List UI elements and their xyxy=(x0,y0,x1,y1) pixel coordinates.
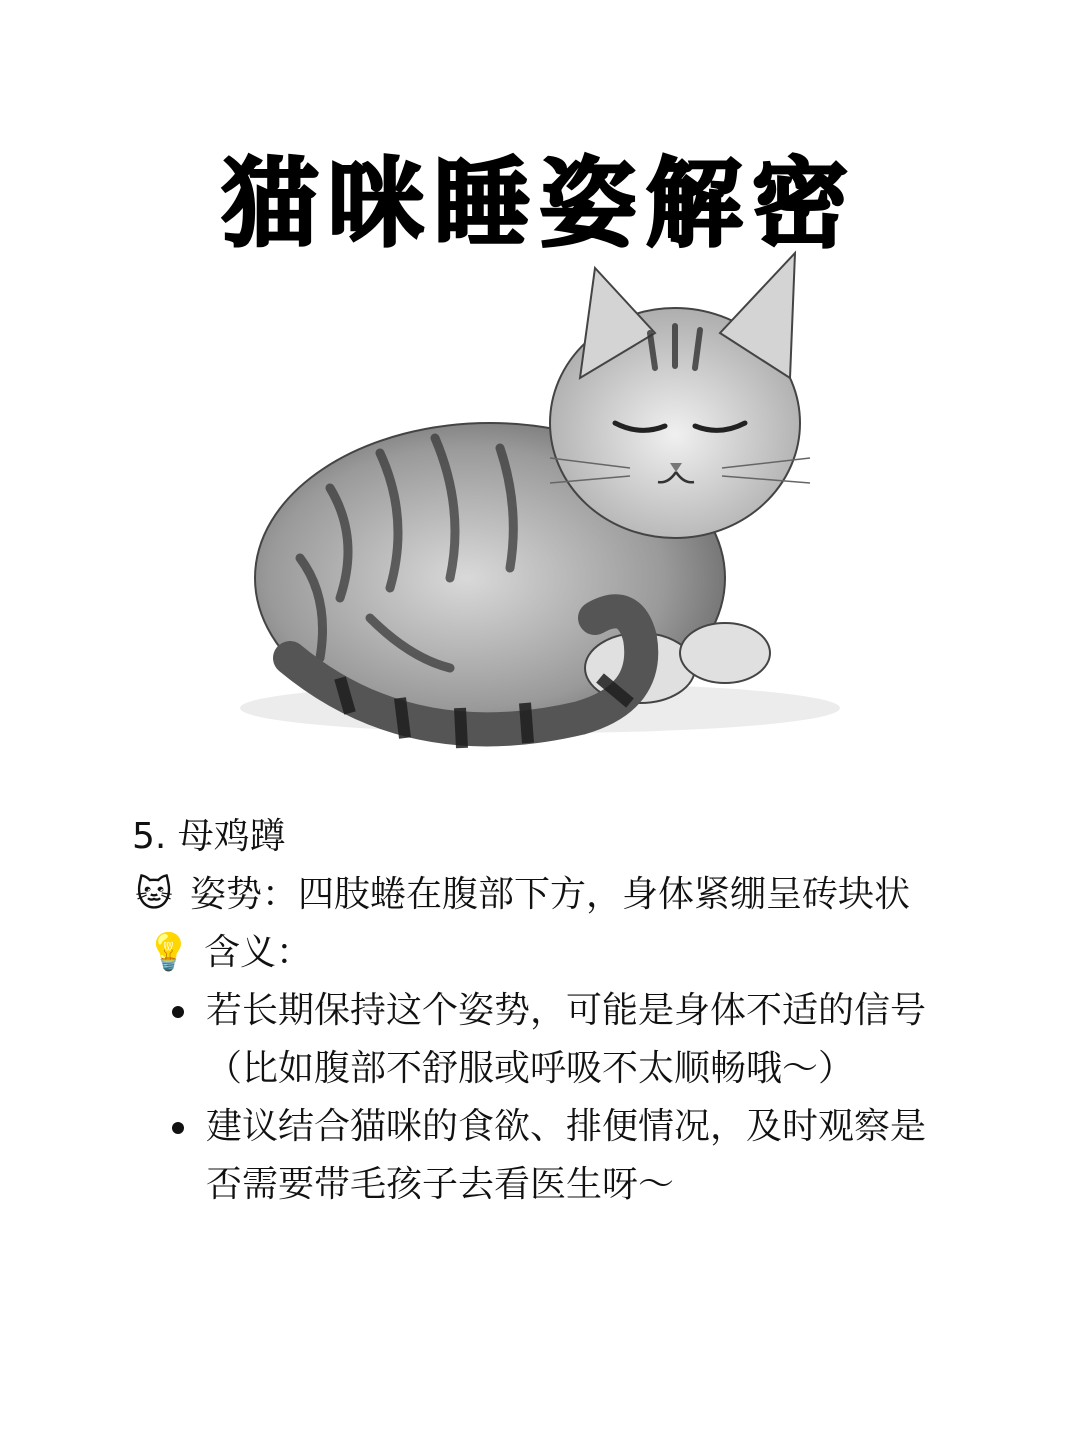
meaning-list xyxy=(132,982,932,1214)
section-heading: 5. 母鸡蹲 xyxy=(132,816,286,857)
list-item: 若长期保持这个姿势，可能是身体不适的信号（比如腹部不舒服或呼吸不太顺畅哦～） xyxy=(164,982,932,1098)
lightbulb-icon: 💡 xyxy=(146,932,191,973)
meaning-line xyxy=(132,924,932,982)
cat-face-icon: 🐱 xyxy=(135,874,173,915)
meaning-label: 含义： xyxy=(204,932,313,973)
posture-text: 姿势：四肢蜷在腹部下方，身体紧绷呈砖块状 xyxy=(190,874,911,915)
sleeping-cat-illustration xyxy=(210,238,870,798)
cat-sketch-icon xyxy=(210,238,870,798)
list-item: 建议结合猫咪的食欲、排便情况，及时观察是否需要带毛孩子去看医生呀～ xyxy=(164,1098,932,1214)
section-content xyxy=(132,808,932,1214)
page-title: 猫咪睡姿解密 xyxy=(222,148,858,260)
posture-line xyxy=(132,866,932,924)
